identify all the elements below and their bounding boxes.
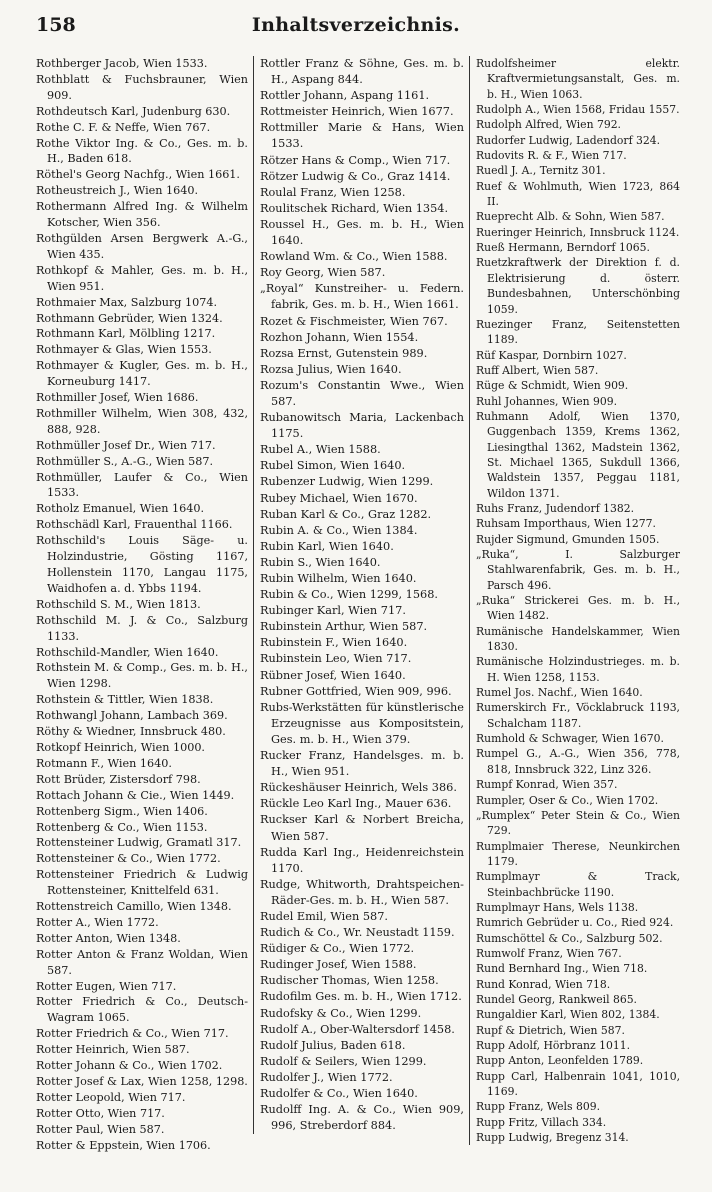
index-entry: „Ruka“, I. Salzburger Stahlwarenfabrik, Ges. m. b. H., Parsch 496. [476, 548, 680, 592]
index-entry: Röthel's Georg Nachfg., Wien 1661. [36, 168, 240, 182]
index-entry: Rudolf & Seilers, Wien 1299. [260, 1054, 427, 1068]
index-entry: Rothstein & Tittler, Wien 1838. [36, 693, 214, 707]
index-entry: Rotter Leopold, Wien 717. [36, 1090, 186, 1104]
index-entry: Rotter Friedrich & Co., Deutsch-Wagram 1065. [36, 995, 248, 1025]
index-entry: Rothberger Jacob, Wien 1533. [36, 57, 208, 70]
index-entry: Rubin A. & Co., Wien 1384. [260, 523, 418, 537]
index-entry: Rottenberg & Co., Wien 1153. [36, 820, 208, 834]
index-entry: Rozsa Ernst, Gutenstein 989. [260, 346, 428, 360]
index-entry: Rothgülden Arsen Bergwerk A.-G., Wien 435. [36, 231, 248, 261]
index-entry: Rubinstein F., Wien 1640. [260, 636, 408, 650]
index-entry: Rubs-Werkstätten für künstlerische Erzeugnisse aus Kompositstein, Ges. m. b. H., Wien 379. [260, 700, 464, 746]
index-entry: Rotter Josef & Lax, Wien 1258, 1298. [36, 1075, 248, 1088]
index-entry: Rüf Kaspar, Dornbirn 1027. [476, 348, 627, 362]
index-entry: Rottensteiner Ludwig, Gramatl 317. [36, 836, 242, 850]
index-entry: Rotmann F., Wien 1640. [36, 756, 172, 770]
index-entry: Rottensteiner & Co., Wien 1772. [36, 852, 221, 866]
index-entry: Rottensteiner Friedrich & Ludwig Rottensteiner, Knittelfeld 631. [36, 868, 248, 898]
index-entry: Ruhmann Adolf, Wien 1370, Guggenbach 1359, Krems 1362, Liesingthal 1362, Madstein 1362, St. Michael 1365, Sukdull 1366, Waldstein 1357, Peggau 1181, Wildon 1371. [476, 409, 680, 500]
index-entry: Rudofsky & Co., Wien 1299. [260, 1006, 422, 1020]
index-entry: Ruef & Wohlmuth, Wien 1723, 864 II. [476, 179, 680, 209]
index-entry: Rudolf A., Ober-Waltersdorf 1458. [260, 1022, 455, 1036]
index-entry: Rumänische Handelskammer, Wien 1830. [476, 624, 680, 654]
index-entry: Ruedl J. A., Ternitz 301. [476, 164, 606, 178]
index-columns [36, 56, 692, 1184]
index-entry: Rumänische Holzindustrieges. m. b. H. Wien 1258, 1153. [476, 655, 680, 684]
index-entry: „Ruka“ Strickerei Ges. m. b. H., Wien 1482. [476, 594, 680, 623]
index-entry: Rupf & Dietrich, Wien 587. [476, 1023, 625, 1037]
index-entry: Rubin & Co., Wien 1299, 1568. [260, 588, 439, 602]
index-entry: Rothmüller S., A.-G., Wien 587. [36, 454, 214, 468]
page-number: 158 [36, 14, 76, 36]
index-entry: Roy Georg, Wien 587. [260, 266, 386, 280]
index-entry: Rothblatt & Fuchsbrauner, Wien 909. [36, 72, 248, 102]
index-column-2 [253, 56, 464, 1134]
index-entry: Rueringer Heinrich, Innsbruck 1124. [476, 225, 680, 239]
index-entry: Rothmüller, Laufer & Co., Wien 1533. [36, 470, 248, 500]
index-entry: Rubin Karl, Wien 1640. [260, 539, 394, 553]
index-entry: Rotter Anton, Wien 1348. [36, 931, 181, 945]
index-entry: Rumplmayr & Track, Steinbachbrücke 1190. [476, 870, 680, 899]
index-entry: Rothmann Gebrüder, Wien 1324. [36, 311, 223, 325]
index-entry: Rotkopf Heinrich, Wien 1000. [36, 740, 205, 754]
index-entry: Ruff Albert, Wien 587. [476, 363, 599, 377]
index-entry: Rudolfer & Co., Wien 1640. [260, 1087, 418, 1100]
index-entry: Rotter Eugen, Wien 717. [36, 979, 177, 993]
index-entry: Rotter & Eppstein, Wien 1706. [36, 1138, 211, 1152]
index-entry: Rötzer Ludwig & Co., Graz 1414. [260, 169, 451, 183]
index-entry: Rupp Anton, Leonfelden 1789. [476, 1054, 644, 1068]
index-entry: Rothermann Alfred Ing. & Wilhelm Kotscher, Wien 356. [36, 200, 248, 230]
index-entry: Rottach Johann & Cie., Wien 1449. [36, 788, 235, 802]
index-entry: Rubin S., Wien 1640. [260, 555, 381, 569]
index-entry: Rüge & Schmidt, Wien 909. [476, 379, 629, 393]
index-entry: Ruhsam Importhaus, Wien 1277. [476, 517, 656, 531]
index-entry: Rotter A., Wien 1772. [36, 915, 159, 929]
index-entry: Rothschild S. M., Wien 1813. [36, 597, 201, 611]
index-entry: Rottenberg Sigm., Wien 1406. [36, 804, 208, 818]
index-entry: Rundel Georg, Rankweil 865. [476, 992, 637, 1006]
index-entry: Rotheustreich J., Wien 1640. [36, 184, 199, 198]
index-entry: Roulal Franz, Wien 1258. [260, 185, 406, 199]
index-entry: Rubinstein Leo, Wien 717. [260, 652, 412, 666]
index-entry: Rott Brüder, Zistersdorf 798. [36, 772, 201, 786]
index-entry: Rumplmaier Therese, Neunkirchen 1179. [476, 839, 680, 868]
index-entry: Rubel Simon, Wien 1640. [260, 459, 406, 473]
index-entry: Rumhold & Schwager, Wien 1670. [476, 732, 664, 746]
index-entry: Rudolph Alfred, Wien 792. [476, 118, 621, 132]
index-entry: Rotter Paul, Wien 587. [36, 1122, 165, 1136]
index-entry: Rothschild M. J. & Co., Salzburg 1133. [36, 613, 248, 643]
index-entry: Rothschädl Karl, Frauenthal 1166. [36, 518, 233, 532]
index-entry: Ruhs Franz, Judendorf 1382. [476, 501, 635, 515]
index-entry: Rumwolf Franz, Wien 767. [476, 946, 622, 960]
index-entry: Rubin Wilhelm, Wien 1640. [260, 572, 417, 585]
index-entry: Rueprecht Alb. & Sohn, Wien 587. [476, 210, 665, 224]
index-entry: Rumpf Konrad, Wien 357. [476, 778, 618, 792]
index-entry: Roulitschek Richard, Wien 1354. [260, 201, 449, 215]
index-entry: Rudinger Josef, Wien 1588. [260, 958, 417, 972]
index-entry: Rudolph A., Wien 1568, Fridau 1557. [476, 103, 680, 117]
index-entry: Rund Konrad, Wien 718. [476, 977, 611, 991]
index-entry: Rottmeister Heinrich, Wien 1677. [260, 105, 454, 119]
index-entry: Rumel Jos. Nachf., Wien 1640. [476, 686, 643, 700]
index-entry: Rothschild-Mandler, Wien 1640. [36, 645, 219, 659]
index-entry: Rottler Franz & Söhne, Ges. m. b. H., Aspang 844. [260, 57, 464, 87]
index-entry: Rudolfsheimer elektr. Kraftvermietungsanstalt, Ges. m. b. H., Wien 1063. [476, 57, 680, 101]
index-entry: Rothmiller Josef, Wien 1686. [36, 391, 199, 405]
index-entry: Rückeshäuser Heinrich, Wels 386. [260, 781, 457, 795]
index-entry: Rubey Michael, Wien 1670. [260, 491, 418, 505]
index-entry: Rothmann Karl, Mölbling 1217. [36, 327, 216, 341]
index-entry: Rucker Franz, Handelsges. m. b. H., Wien 951. [260, 749, 464, 779]
page-title: Inhaltsverzeichnis. [251, 14, 461, 36]
index-entry: Rubinstein Arthur, Wien 587. [260, 620, 428, 634]
index-column-1 [36, 56, 248, 1154]
index-entry: Rothmüller Josef Dr., Wien 717. [36, 438, 216, 452]
index-entry: Ruban Karl & Co., Graz 1282. [260, 507, 432, 521]
index-entry: Ruetzkraftwerk der Direktion f. d. Elektrisierung d. österr. Bundesbahnen, Unterschönbing 1059. [476, 256, 680, 316]
index-entry: Rothkopf & Mahler, Ges. m. b. H., Wien 951. [36, 263, 248, 293]
index-entry: Rotter Otto, Wien 717. [36, 1106, 165, 1120]
index-entry: Rujder Sigmund, Gmunden 1505. [476, 532, 660, 546]
index-entry: Rothmiller Wilhelm, Wien 308, 432, 888, 928. [36, 406, 248, 436]
index-entry: Rumpel G., A.-G., Wien 356, 778, 818, Innsbruck 322, Linz 326. [476, 747, 680, 776]
index-entry: Rudel Emil, Wien 587. [260, 909, 389, 923]
index-entry: Rozsa Julius, Wien 1640. [260, 362, 402, 376]
index-entry: Rozum's Constantin Wwe., Wien 587. [260, 378, 464, 408]
index-entry: Ruezinger Franz, Seitenstetten 1189. [476, 317, 680, 347]
index-entry: Rudolff Ing. A. & Co., Wien 909, 996, Streberdorf 884. [260, 1103, 464, 1133]
index-entry: Rudich & Co., Wr. Neustadt 1159. [260, 926, 455, 940]
index-entry: Rudofilm Ges. m. b. H., Wien 1712. [260, 990, 462, 1004]
index-entry: Rozhon Johann, Wien 1554. [260, 330, 419, 344]
index-entry: Rumschöttel & Co., Salzburg 502. [476, 931, 663, 945]
index-entry: Rupp Ludwig, Bregenz 314. [476, 1131, 629, 1145]
index-entry: Rothmayer & Glas, Wien 1553. [36, 343, 212, 357]
index-entry: Rungaldier Karl, Wien 802, 1384. [476, 1008, 660, 1022]
index-entry: Rupp Fritz, Villach 334. [476, 1115, 607, 1129]
index-entry: Rubanowitsch Maria, Lackenbach 1175. [260, 411, 464, 441]
index-entry: Rudolfer J., Wien 1772. [260, 1070, 393, 1084]
index-entry: Rotholz Emanuel, Wien 1640. [36, 502, 205, 516]
index-entry: Ruhl Johannes, Wien 909. [476, 394, 618, 408]
index-entry: Rudolf Julius, Baden 618. [260, 1038, 406, 1052]
index-entry: „Royal“ Kunstreiher- u. Federn. fabrik, Ges. m. b. H., Wien 1661. [260, 282, 464, 312]
index-entry: Roussel H., Ges. m. b. H., Wien 1640. [260, 217, 464, 248]
index-entry: Rumpler, Oser & Co., Wien 1702. [476, 793, 659, 807]
index-entry: Rottmiller Marie & Hans, Wien 1533. [260, 121, 464, 151]
index-entry: Rubner Gottfried, Wien 909, 996. [260, 684, 452, 698]
index-entry: Rothe Viktor Ing. & Co., Ges. m. b. H., Baden 618. [36, 136, 248, 166]
index-column-3 [469, 56, 680, 1145]
index-entry: Rueß Hermann, Berndorf 1065. [476, 241, 650, 255]
index-entry: Rötzer Hans & Comp., Wien 717. [260, 153, 451, 167]
index-entry: Rüdiger & Co., Wien 1772. [260, 942, 415, 956]
index-entry: Rupp Carl, Halbenrain 1041, 1010, 1169. [476, 1069, 680, 1099]
index-entry: Rumrich Gebrüder u. Co., Ried 924. [476, 916, 674, 930]
index-entry: „Rumplex“ Peter Stein & Co., Wien 729. [476, 808, 680, 838]
index-entry: Rotter Anton & Franz Woldan, Wien 587. [36, 947, 248, 977]
index-entry: Rottler Johann, Aspang 1161. [260, 89, 430, 103]
index-entry: Rothmaier Max, Salzburg 1074. [36, 295, 218, 309]
index-entry: Rudorfer Ludwig, Ladendorf 324. [476, 133, 661, 147]
index-entry: Rothdeutsch Karl, Judenburg 630. [36, 104, 231, 118]
index-entry: Rottenstreich Camillo, Wien 1348. [36, 900, 232, 914]
index-entry: Rubinger Karl, Wien 717. [260, 604, 406, 618]
index-entry: Rozet & Fischmeister, Wien 767. [260, 314, 448, 328]
index-entry: Rückle Leo Karl Ing., Mauer 636. [260, 797, 452, 811]
index-entry: Ruckser Karl & Norbert Breicha, Wien 587. [260, 813, 464, 843]
index-entry: Rothschild's Louis Säge- u. Holzindustrie, Gösting 1167, Hollenstein 1170, Langau 1175, Waidhofen a. d. Ybbs 1194. [36, 534, 248, 595]
index-entry: Rumerskirch Fr., Vöcklabruck 1193, Schalcham 1187. [476, 701, 680, 730]
index-entry: Röthy & Wiedner, Innsbruck 480. [36, 725, 226, 739]
index-entry: Rowland Wm. & Co., Wien 1588. [260, 250, 448, 264]
index-entry: Rothmayer & Kugler, Ges. m. b. H., Korneuburg 1417. [36, 359, 248, 389]
index-entry: Rothe C. F. & Neffe, Wien 767. [36, 120, 211, 134]
index-entry: Rotter Johann & Co., Wien 1702. [36, 1059, 223, 1073]
index-entry: Rothstein M. & Comp., Ges. m. b. H., Wien 1298. [36, 661, 248, 691]
index-entry: Rudda Karl Ing., Heidenreichstein 1170. [260, 845, 464, 875]
index-entry: Rudge, Whitworth, Drahtspeichen-Räder-Ges. m. b. H., Wien 587. [260, 877, 464, 907]
index-entry: Rothwangl Johann, Lambach 369. [36, 709, 228, 723]
index-entry: Rudischer Thomas, Wien 1258. [260, 974, 439, 988]
index-entry: Rupp Adolf, Hörbranz 1011. [476, 1039, 631, 1052]
index-entry: Rotter Friedrich & Co., Wien 717. [36, 1027, 229, 1041]
index-entry: Rumplmayr Hans, Wels 1138. [476, 900, 639, 914]
index-entry: Rund Bernhard Ing., Wien 718. [476, 962, 648, 976]
index-entry: Rubel A., Wien 1588. [260, 443, 381, 457]
index-entry: Rotter Heinrich, Wien 587. [36, 1043, 190, 1057]
index-entry: Rupp Franz, Wels 809. [476, 1100, 601, 1114]
index-entry: Rübner Josef, Wien 1640. [260, 668, 406, 682]
index-entry: Rubenzer Ludwig, Wien 1299. [260, 475, 434, 489]
index-entry: Rudovits R. & F., Wien 717. [476, 149, 627, 163]
